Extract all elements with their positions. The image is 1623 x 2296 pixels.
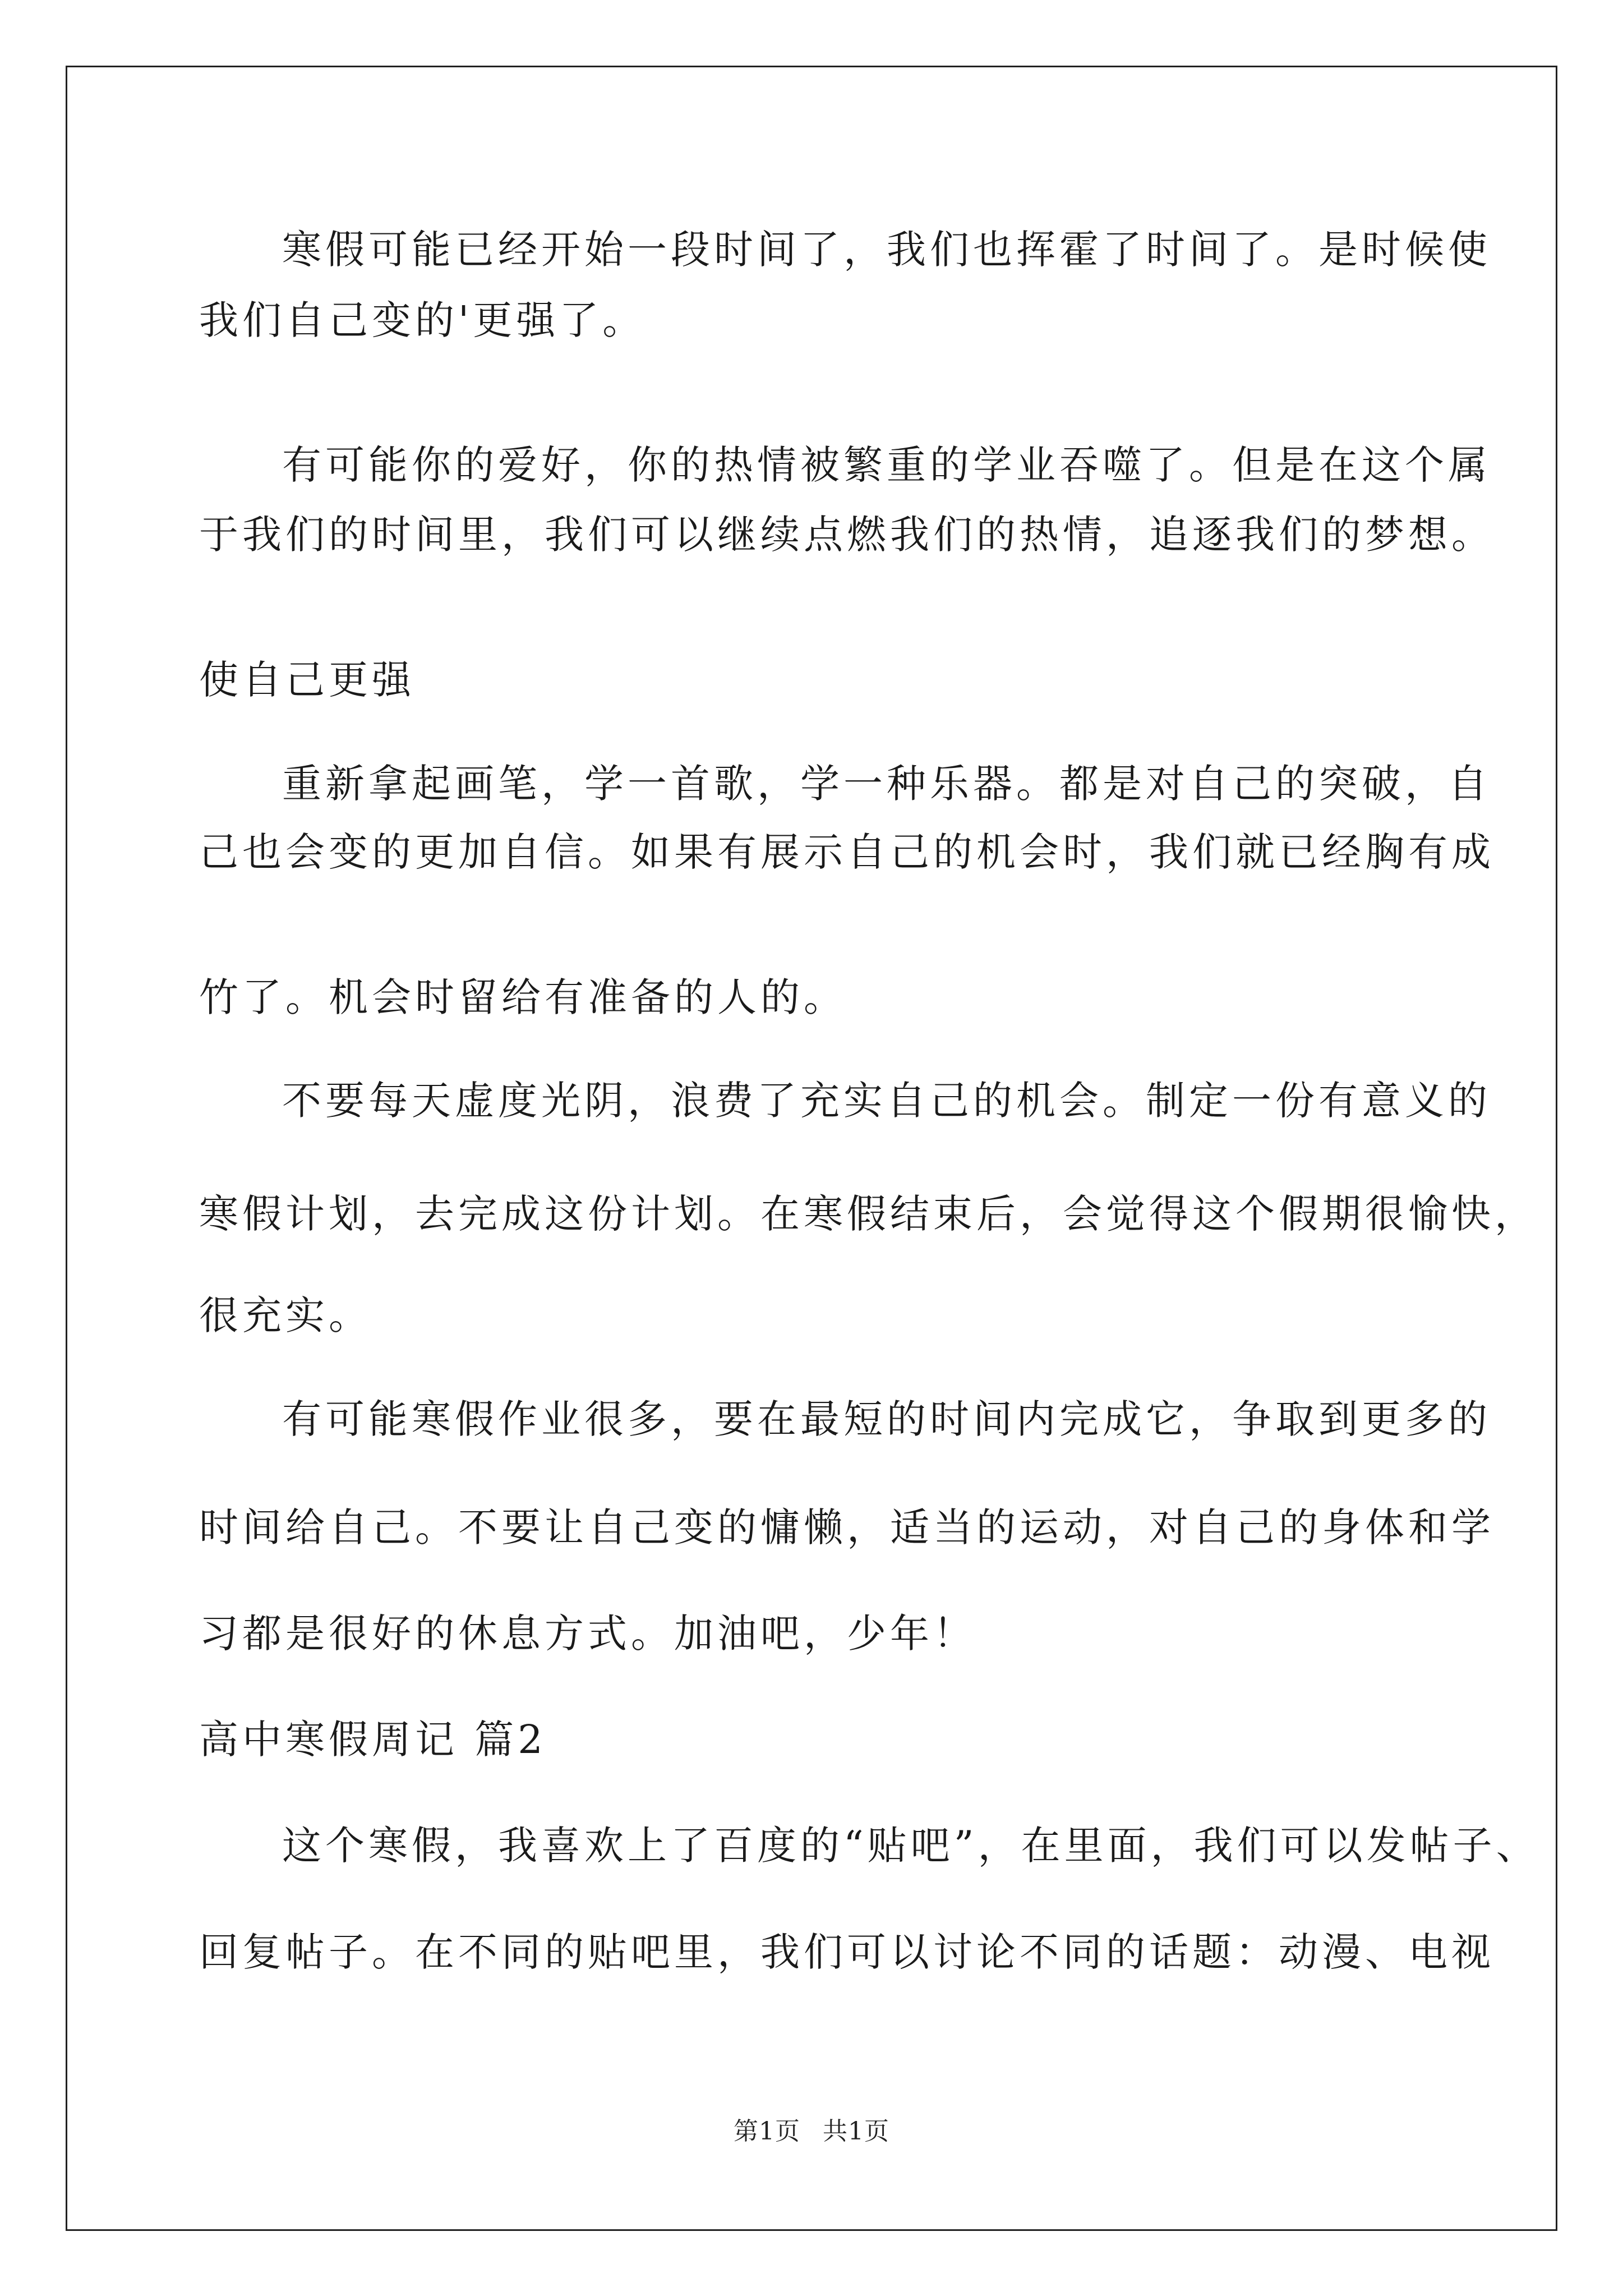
paragraph-line: 竹了。机会时留给有准备的人的。 [199,974,847,1020]
page-number: 第1页 [734,2117,800,2146]
paragraph-line: 于我们的时间里，我们可以继续点燃我们的热情，追逐我们的梦想。 [199,512,1495,558]
article-title: 高中寒假周记 篇2 [199,1717,547,1763]
paragraph-line: 很充实。 [199,1292,372,1338]
paragraph-line: 寒假计划，去完成这份计划。在寒假结束后，会觉得这个假期很愉快， [199,1191,1538,1237]
section-heading: 使自己更强 [199,657,415,703]
paragraph-line: 寒假可能已经开始一段时间了，我们也挥霍了时间了。是时候使 [282,227,1491,273]
page-total: 共1页 [823,2117,889,2146]
paragraph-line: 有可能你的爱好，你的热情被繁重的学业吞噬了。但是在这个属 [282,442,1491,488]
paragraph-line: 回复帖子。在不同的贴吧里，我们可以讨论不同的话题：动漫、电视 [199,1929,1495,1975]
paragraph-line: 我们自己变的'更强了。 [199,297,646,343]
paragraph-line: 这个寒假，我喜欢上了百度的“贴吧”，在里面，我们可以发帖子、 [282,1823,1539,1869]
page-footer [0,2118,1623,2146]
paragraph-line: 习都是很好的休息方式。加油吧，少年！ [199,1611,976,1657]
page-border [66,66,1557,2231]
paragraph-line: 己也会变的更加自信。如果有展示自己的机会时，我们就已经胸有成 [199,829,1495,875]
paragraph-line: 重新拿起画笔，学一首歌，学一种乐器。都是对自己的突破，自 [282,761,1491,807]
paragraph-line: 不要每天虚度光阴，浪费了充实自己的机会。制定一份有意义的 [282,1078,1491,1124]
paragraph-line: 有可能寒假作业很多，要在最短的时间内完成它，争取到更多的 [282,1396,1491,1442]
paragraph-line: 时间给自己。不要让自己变的慵懒，适当的运动，对自己的身体和学 [199,1504,1495,1550]
